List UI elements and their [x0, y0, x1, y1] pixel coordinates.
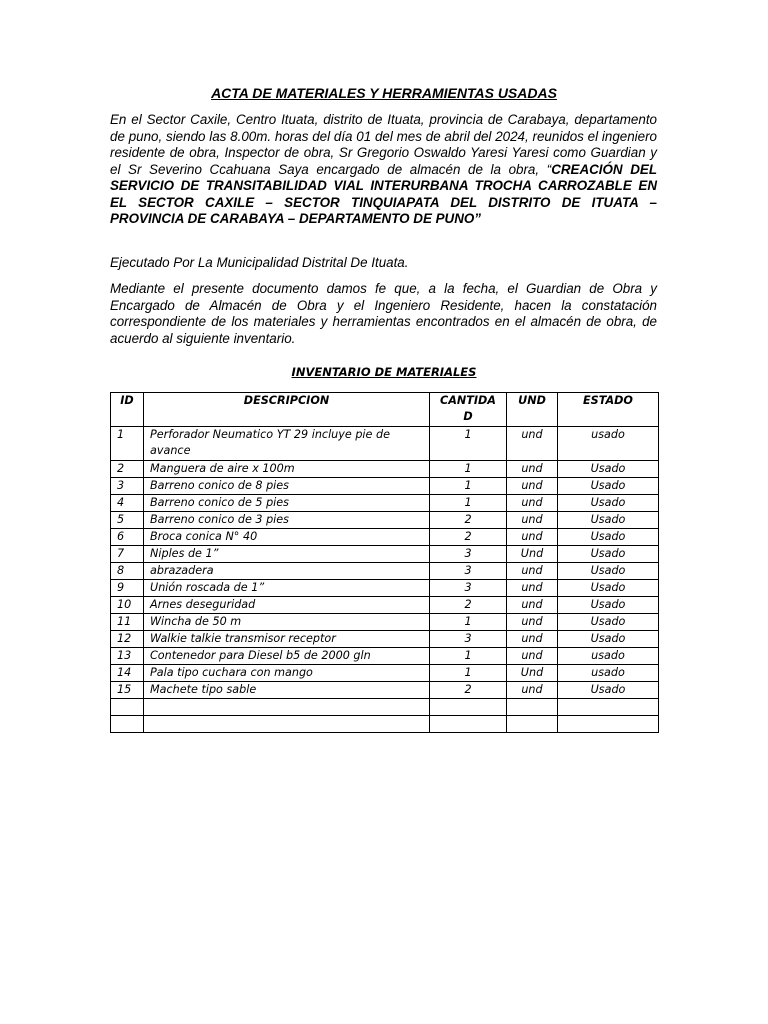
- cell-und: Und: [507, 546, 558, 563]
- cell-id: 9: [111, 580, 144, 597]
- cell-estado: Usado: [558, 478, 659, 495]
- table-row: [111, 563, 659, 580]
- header-und: UND: [507, 393, 558, 427]
- header-descripcion: DESCRIPCION: [144, 393, 430, 427]
- cell-und: und: [507, 631, 558, 648]
- cell-id: 6: [111, 529, 144, 546]
- cell-id: 11: [111, 614, 144, 631]
- cell-id: 7: [111, 546, 144, 563]
- cell-und: und: [507, 682, 558, 699]
- table-row: [111, 631, 659, 648]
- cell-id: 13: [111, 648, 144, 665]
- cell-cantidad: 1: [430, 648, 507, 665]
- table-row: [111, 580, 659, 597]
- cell-estado: Usado: [558, 631, 659, 648]
- table-row: [111, 478, 659, 495]
- cell-estado: [558, 716, 659, 733]
- inventory-title: INVENTARIO DE MATERIALES: [291, 365, 477, 379]
- table-row: [111, 546, 659, 563]
- cell-descripcion: Arnes deseguridad: [144, 597, 430, 614]
- cell-cantidad: 3: [430, 580, 507, 597]
- cell-descripcion: Niples de 1”: [144, 546, 430, 563]
- table-row: [111, 427, 659, 461]
- cell-id: [111, 716, 144, 733]
- cell-id: 3: [111, 478, 144, 495]
- cell-descripcion: Contenedor para Diesel b5 de 2000 gln: [144, 648, 430, 665]
- header-cantidad: CANTIDA D: [430, 393, 507, 427]
- document-title: ACTA DE MATERIALES Y HERRAMIENTAS USADAS: [211, 85, 557, 101]
- cell-und: [507, 699, 558, 716]
- cell-und: und: [507, 461, 558, 478]
- cell-cantidad: [430, 699, 507, 716]
- cell-estado: Usado: [558, 461, 659, 478]
- cell-cantidad: 2: [430, 682, 507, 699]
- cell-und: und: [507, 597, 558, 614]
- table-row-empty: [111, 716, 659, 733]
- table-row: [111, 461, 659, 478]
- cell-cantidad: 3: [430, 563, 507, 580]
- cell-descripcion: abrazadera: [144, 563, 430, 580]
- cell-id: 15: [111, 682, 144, 699]
- cell-cantidad: 1: [430, 427, 507, 461]
- cell-descripcion: Barreno conico de 8 pies: [144, 478, 430, 495]
- cell-estado: Usado: [558, 682, 659, 699]
- cell-cantidad: [430, 716, 507, 733]
- cell-estado: Usado: [558, 597, 659, 614]
- cell-estado: usado: [558, 665, 659, 682]
- table-row: [111, 665, 659, 682]
- cell-cantidad: 1: [430, 495, 507, 512]
- table-row-empty: [111, 699, 659, 716]
- cell-und: und: [507, 648, 558, 665]
- table-header-row: [111, 393, 659, 427]
- cell-id: 14: [111, 665, 144, 682]
- cell-id: 12: [111, 631, 144, 648]
- cell-estado: Usado: [558, 563, 659, 580]
- cell-cantidad: 1: [430, 461, 507, 478]
- cell-descripcion: Barreno conico de 3 pies: [144, 512, 430, 529]
- cell-estado: Usado: [558, 495, 659, 512]
- table-row: [111, 529, 659, 546]
- table-row: [111, 648, 659, 665]
- cell-id: 4: [111, 495, 144, 512]
- project-name: CREACIÓN DEL SERVICIO DE TRANSITABILIDAD VIAL INTERURBANA TROCHA CARROZABLE EN EL SECTOR CAXILE – SECTOR TINQUIAPATA DEL DISTRITO DE ITUATA – PROVINCIA DE CARABAYA – DEPARTAMENTO DE PUNO”: [110, 161, 658, 226]
- table-row: [111, 512, 659, 529]
- cell-cantidad: 2: [430, 512, 507, 529]
- cell-descripcion: Machete tipo sable: [144, 682, 430, 699]
- cell-cantidad: 1: [430, 478, 507, 495]
- cell-und: und: [507, 478, 558, 495]
- intro-paragraph: [110, 112, 657, 228]
- constatacion-paragraph: Mediante el presente documento damos fe que, a la fecha, el Guardian de Obra y Encargado de Almacén de Obra y el Ingeniero Residente, hacen la constatación correspondiente de los materiales y herramientas encontrados en el almacén de obra, de acuerdo al siguiente inventario.: [110, 281, 657, 346]
- inventory-table: [110, 392, 659, 733]
- cell-und: und: [507, 529, 558, 546]
- cell-estado: usado: [558, 427, 659, 461]
- cell-descripcion: Manguera de aire x 100m: [144, 461, 430, 478]
- header-estado: ESTADO: [558, 393, 659, 427]
- cell-id: 1: [111, 427, 144, 461]
- cell-cantidad: 3: [430, 546, 507, 563]
- header-id: ID: [111, 393, 144, 427]
- cell-id: 8: [111, 563, 144, 580]
- cell-estado: Usado: [558, 546, 659, 563]
- cell-cantidad: 2: [430, 597, 507, 614]
- cell-und: [507, 716, 558, 733]
- cell-und: und: [507, 563, 558, 580]
- cell-descripcion: Pala tipo cuchara con mango: [144, 665, 430, 682]
- cell-estado: Usado: [558, 580, 659, 597]
- cell-und: und: [507, 512, 558, 529]
- cell-und: und: [507, 495, 558, 512]
- cell-estado: [558, 699, 659, 716]
- table-row: [111, 495, 659, 512]
- cell-descripcion: [144, 716, 430, 733]
- cell-id: [111, 699, 144, 716]
- cell-und: und: [507, 614, 558, 631]
- table-row: [111, 614, 659, 631]
- cell-estado: Usado: [558, 614, 659, 631]
- cell-und: und: [507, 580, 558, 597]
- executed-by-paragraph: Ejecutado Por La Municipalidad Distrital De Ituata.: [110, 255, 409, 270]
- cell-id: 5: [111, 512, 144, 529]
- table-row: [111, 682, 659, 699]
- cell-estado: usado: [558, 648, 659, 665]
- cell-id: 10: [111, 597, 144, 614]
- cell-id: 2: [111, 461, 144, 478]
- cell-descripcion: Barreno conico de 5 pies: [144, 495, 430, 512]
- cell-descripcion: Broca conica N° 40: [144, 529, 430, 546]
- cell-descripcion: Wincha de 50 m: [144, 614, 430, 631]
- cell-und: Und: [507, 665, 558, 682]
- cell-descripcion: Unión roscada de 1”: [144, 580, 430, 597]
- cell-cantidad: 3: [430, 631, 507, 648]
- cell-descripcion: [144, 699, 430, 716]
- cell-cantidad: 2: [430, 529, 507, 546]
- cell-cantidad: 1: [430, 665, 507, 682]
- cell-estado: Usado: [558, 529, 659, 546]
- cell-descripcion: Walkie talkie transmisor receptor: [144, 631, 430, 648]
- intro-text: En el Sector Caxile, Centro Ituata, distrito de Ituata, provincia de Carabaya, departamento de puno, siendo las 8.00m. horas del día 01 del mes de abril del 2024, reunidos el ingeniero residente de obra, Inspector de obra, Sr Gregorio Oswaldo Yaresi Yaresi como Guardian y el Sr Severino Ccahuana Saya encargado de almacén de la obra, “: [110, 112, 657, 177]
- cell-descripcion: Perforador Neumatico YT 29 incluye pie de avance: [144, 427, 430, 461]
- cell-cantidad: 1: [430, 614, 507, 631]
- cell-estado: Usado: [558, 512, 659, 529]
- cell-und: und: [507, 427, 558, 461]
- table-row: [111, 597, 659, 614]
